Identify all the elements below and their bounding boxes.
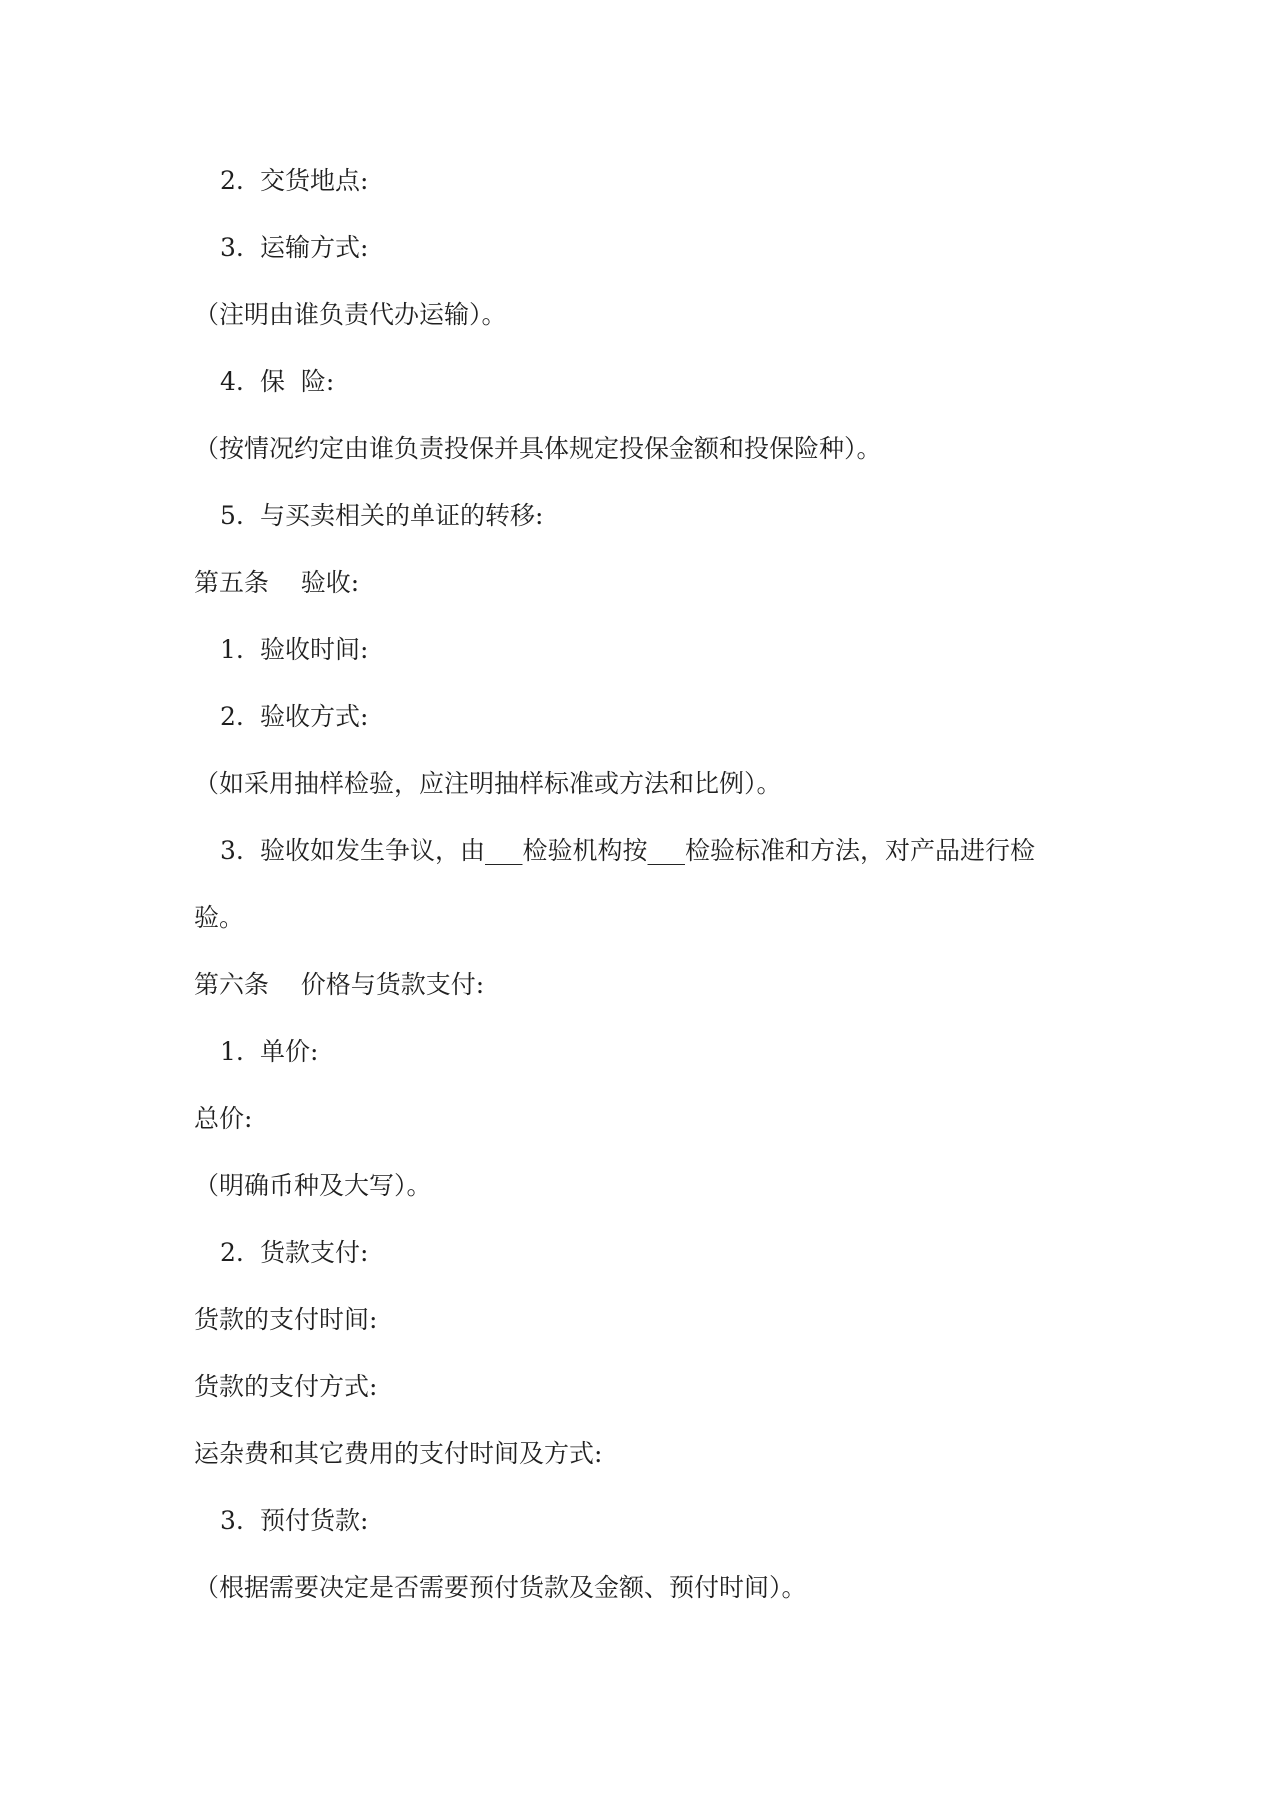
list-text: 验收方式:: [260, 702, 369, 731]
article-six-heading: 第六条 价格与货款支付:: [194, 970, 485, 999]
list-number: 2.: [220, 166, 244, 195]
list-text: 货款支付:: [260, 1238, 369, 1267]
list-number: 2.: [220, 702, 244, 731]
list-number: 5.: [220, 501, 244, 530]
list-item-inspection-method: [194, 700, 1094, 767]
total-price-line: 总价:: [194, 1104, 253, 1133]
list-text: 保 险:: [260, 367, 335, 396]
list-number: 1.: [220, 1037, 244, 1066]
list-item-unit-price: [194, 1035, 1094, 1102]
note-insurance: （按情况约定由谁负责投保并具体规定投保金额和投保险种）。: [194, 434, 882, 463]
payment-method-line: 货款的支付方式:: [194, 1372, 378, 1401]
list-item-payment: [194, 1236, 1094, 1303]
list-item-inspection-time: [194, 633, 1094, 700]
list-text: 与买卖相关的单证的转移:: [260, 501, 544, 530]
list-item-delivery-location: [194, 164, 1094, 231]
list-item-documents-transfer: [194, 499, 1094, 566]
list-number: 3.: [220, 1506, 244, 1535]
list-number: 2.: [220, 1238, 244, 1267]
list-text: 运输方式:: [260, 233, 369, 262]
list-item-insurance: [194, 365, 1094, 432]
list-text: 验收如发生争议，由___检验机构按___检验标准和方法，对产品进行检: [260, 836, 1036, 865]
list-text: 交货地点:: [260, 166, 369, 195]
note-prepayment: （根据需要决定是否需要预付货款及金额、预付时间）。: [194, 1573, 807, 1602]
note-sampling: （如采用抽样检验，应注明抽样标准或方法和比例）。: [194, 769, 782, 798]
list-text: 单价:: [260, 1037, 319, 1066]
payment-time-line: 货款的支付时间:: [194, 1305, 378, 1334]
freight-fees-line: 运杂费和其它费用的支付时间及方式:: [194, 1439, 603, 1468]
note-transport: （注明由谁负责代办运输）。: [194, 300, 507, 329]
list-text: 预付货款:: [260, 1506, 369, 1535]
list-item-transport-method: [194, 231, 1094, 298]
list-item-prepayment: [194, 1504, 1094, 1571]
list-number: 4.: [220, 367, 244, 396]
inspection-dispute-continuation: 验。: [194, 903, 245, 932]
list-number: 3.: [220, 836, 244, 865]
document-body: [194, 164, 1094, 1638]
note-currency: （明确币种及大写）。: [194, 1171, 432, 1200]
list-number: 3.: [220, 233, 244, 262]
list-text: 验收时间:: [260, 635, 369, 664]
article-five-heading: 第五条 验收:: [194, 568, 360, 597]
list-item-inspection-dispute: [194, 834, 1094, 901]
list-number: 1.: [220, 635, 244, 664]
